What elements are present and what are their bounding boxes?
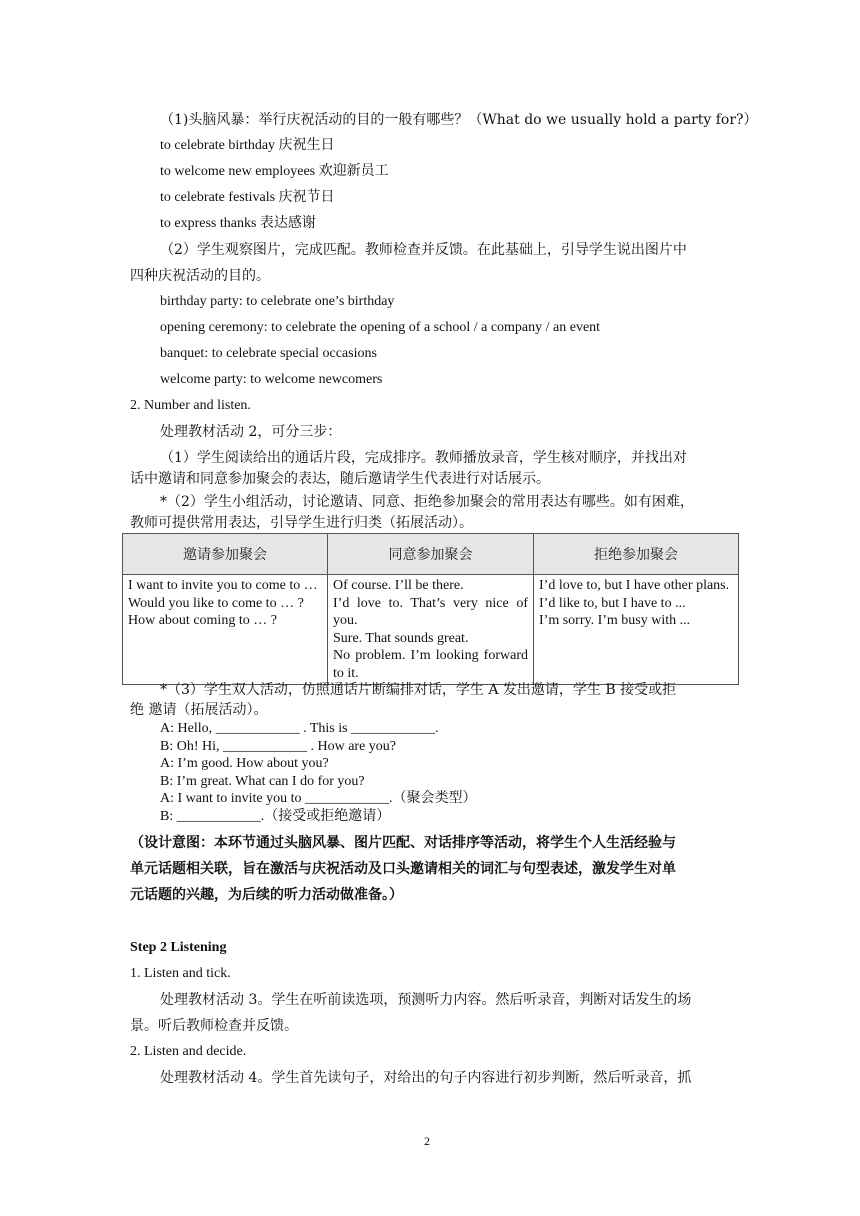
purpose-item: to express thanks 表达感谢 [160,216,316,231]
event-purpose-item: banquet: to celebrate special occasions [160,346,377,361]
match-paragraph-line: 四种庆祝活动的目的。 [130,268,270,284]
purpose-item: to celebrate festivals 庆祝节日 [160,190,335,205]
paragraph-line: 处理教材活动 2，可分三步： [160,424,342,440]
page-number: 2 [424,1134,430,1148]
paragraph-line: 教师可提供常用表达，引导学生进行归类（拓展活动）。 [130,515,473,531]
paragraph-line: 话中邀请和同意参加聚会的表达，随后邀请学生代表进行对话展示。 [130,471,550,487]
dialog-line: B: ____________.（接受或拒绝邀请） [160,809,391,824]
expression: I want to invite you to come to … [128,578,318,593]
table-cell-invite [123,575,328,685]
paragraph-line: 处理教材活动 4。学生首先读句子，对给出的句子内容进行初步判断，然后听录音，抓 [160,1070,692,1086]
paragraph-line: 绝 邀请（拓展活动）。 [130,702,268,718]
brainstorm-title: （1)头脑风暴：举行庆祝活动的目的一般有哪些？（What do we usually hold a party for?） [160,112,758,128]
design-intent-line: 单元话题相关联，旨在激活与庆祝活动及口头邀请相关的词汇与句型表述，激发学生对单 [130,861,676,877]
paragraph-line: *（3）学生双人活动，仿照通话片断编排对话，学生 A 发出邀请，学生 B 接受或拒 [160,682,677,698]
event-purpose-item: birthday party: to celebrate one’s birthday [160,294,395,309]
dialog-line: B: I’m great. What can I do for you? [160,774,365,789]
dialog-line: A: I’m good. How about you? [160,756,329,771]
table-cell-accept [328,575,534,685]
table-header: 同意参加聚会 [328,534,534,575]
match-paragraph-line: （2）学生观察图片，完成匹配。教师检查并反馈。在此基础上，引导学生说出图片中 [160,242,687,258]
section-heading: 1. Listen and tick. [130,966,231,981]
paragraph-line: 处理教材活动 3。学生在听前读选项，预测听力内容。然后听录音，判断对话发生的场 [160,992,692,1008]
expression: Would you like to come to … ? [128,595,304,611]
dialog-line: A: Hello, ____________ . This is ____________. [160,721,439,736]
paragraph-line: 景。听后教师检查并反馈。 [130,1018,298,1034]
table-cell-decline [534,575,739,685]
paragraph-line: *（2）学生小组活动，讨论邀请、同意、拒绝参加聚会的常用表达有哪些。如有困难， [160,494,694,510]
design-intent-line: 元话题的兴趣，为后续的听力活动做准备。） [130,887,403,903]
dialog-line: A: I want to invite you to ____________.（聚会类型） [160,791,477,806]
expression: I’d like to, but I have to ... [539,595,686,611]
table-header: 邀请参加聚会 [123,534,328,575]
expression: I’m sorry. I’m busy with ... [539,613,691,628]
expression: No problem. I’m looking forward to it. [333,648,528,681]
event-purpose-item: opening ceremony: to celebrate the opening of a school / a company / an event [160,320,601,335]
expression: How about coming to … ? [128,613,277,628]
expression: I’d love to. That’s very nice of you. [333,595,528,628]
table-header: 拒绝参加聚会 [534,534,739,575]
expressions-table [122,533,739,685]
dialog-line: B: Oh! Hi, ____________ . How are you? [160,739,397,754]
expression: Sure. That sounds great. [333,630,469,646]
design-intent-line: （设计意图：本环节通过头脑风暴、图片匹配、对话排序等活动，将学生个人生活经验与 [130,835,676,851]
purpose-item: to celebrate birthday 庆祝生日 [160,138,335,153]
event-purpose-item: welcome party: to welcome newcomers [160,372,383,387]
paragraph-line: （1）学生阅读给出的通话片段，完成排序。教师播放录音，学生核对顺序，并找出对 [160,450,687,466]
section-heading: 2. Listen and decide. [130,1044,247,1059]
expression: Of course. I’ll be there. [333,578,464,593]
step-heading: Step 2 Listening [130,940,227,955]
purpose-item: to welcome new employees 欢迎新员工 [160,164,389,179]
section-heading: 2. Number and listen. [130,398,251,413]
expression: I’d love to, but I have other plans. [539,578,730,593]
